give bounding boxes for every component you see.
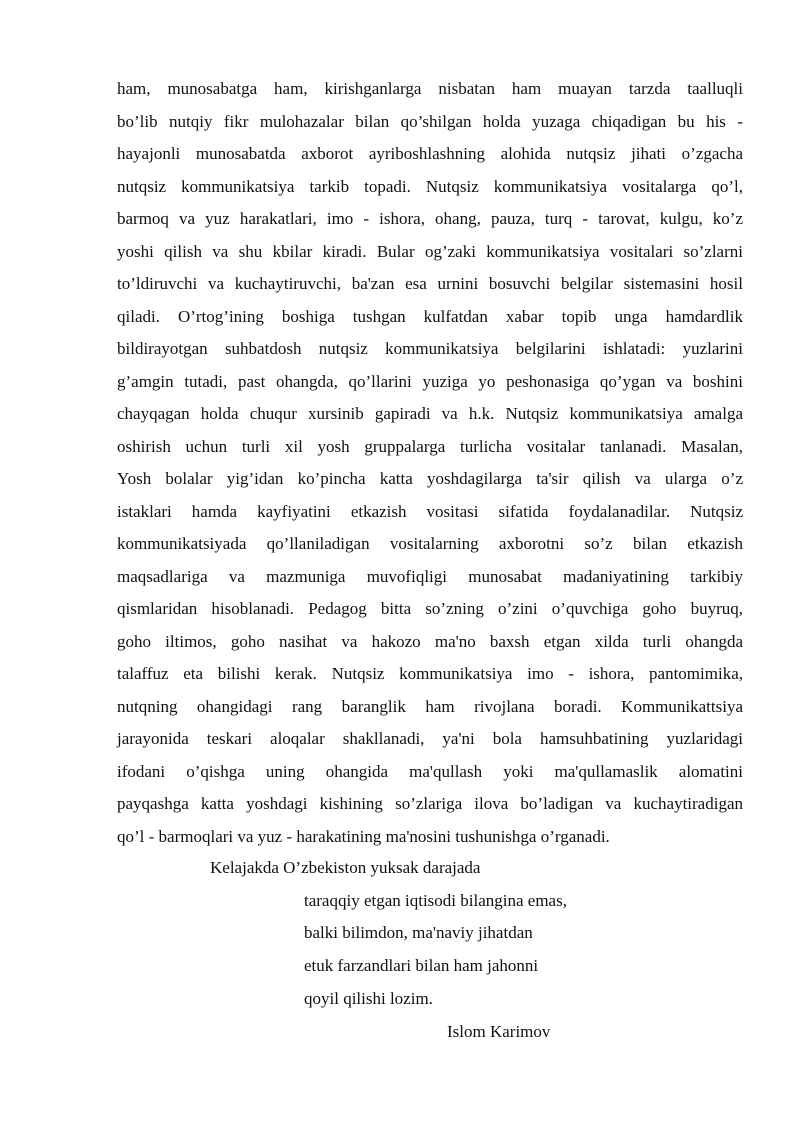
epigraph-line: etuk farzandlari bilan ham jahonni <box>304 956 539 976</box>
paragraph-line: istaklari hamda kayfiyatini etkazish vositasi sifatida foydalanadilar. Nutqsiz <box>117 501 743 521</box>
paragraph-line: oshirish uchun turli xil yosh gruppalarga turlicha vositalar tanlanadi. Masalan, <box>117 436 743 456</box>
paragraph-line: qo’l - barmoqlari va yuz - harakatining ma'nosini tushunishga o’rganadi. <box>117 826 610 846</box>
paragraph-line: nutqning ohangidagi rang baranglik ham rivojlana boradi. Kommunikattsiya <box>117 696 743 716</box>
paragraph-line: jarayonida teskari aloqalar shakllanadi, ya'ni bola hamsuhbatining yuzlaridagi <box>117 729 743 748</box>
paragraph-line: barmoq va yuz harakatlari, imo - ishora, ohang, pauza, turq - tarovat, kulgu, ko’z <box>117 209 743 228</box>
paragraph-line: to’ldiruvchi va kuchaytiruvchi, ba'zan esa urnini bosuvchi belgilar sistemasini hosil <box>117 274 743 293</box>
paragraph-line: ifodani o’qishga uning ohangida ma'qullash yoki ma'qullamaslik alomatini <box>117 761 743 781</box>
paragraph-line: nutqsiz kommunikatsiya tarkib topadi. Nutqsiz kommunikatsiya vositalarga qo’l, <box>117 176 743 196</box>
paragraph-line: bo’lib nutqiy fikr mulohazalar bilan qo’shilgan holda yuzaga chiqadigan bu his - <box>117 111 743 131</box>
paragraph-line: goho iltimos, goho nasihat va hakozo ma'no baxsh etgan xilda turli ohangda <box>117 631 743 651</box>
epigraph <box>0 852 800 1048</box>
epigraph-line: balki bilimdon, ma'naviy jihatdan <box>304 923 533 943</box>
paragraph-line: Yosh bolalar yig’idan ko’pincha katta yoshdagilarga ta'sir qilish va ularga o’z <box>117 469 743 488</box>
paragraph-line: ham, munosabatga ham, kirishganlarga nisbatan ham muayan tarzda taalluqli <box>117 79 743 98</box>
paragraph-line: yoshi qilish va shu kbilar kiradi. Bular og’zaki kommunikatsiya vositalari so’zlarni <box>117 241 743 261</box>
epigraph-line: taraqqiy etgan iqtisodi bilangina emas, <box>304 890 567 910</box>
epigraph-line: qoyil qilishi lozim. <box>304 988 433 1008</box>
paragraph-line: maqsadlariga va mazmuniga muvofiqligi munosabat madaniyatining tarkibiy <box>117 566 743 586</box>
paragraph-line: talaffuz eta bilishi kerak. Nutqsiz kommunikatsiya imo - ishora, pantomimika, <box>117 664 743 683</box>
paragraph-line: qiladi. O’rtog’ining boshiga tushgan kulfatdan xabar topib unga hamdardlik <box>117 306 743 326</box>
epigraph-line: Kelajakda O’zbekiston yuksak darajada <box>210 858 481 877</box>
paragraph-line: hayajonli munosabatda axborot ayriboshlashning alohida nutqsiz jihati o’zgacha <box>117 144 743 163</box>
paragraph-line: bildirayotgan suhbatdosh nutqsiz kommunikatsiya belgilarini ishlatadi: yuzlarini <box>117 339 743 358</box>
paragraph-line: payqashga katta yoshdagi kishining so’zlariga ilova bo’ladigan va kuchaytiradigan <box>117 794 743 813</box>
paragraph-line: g’amgin tutadi, past ohangda, qo’llarini yuziga yo peshonasiga qo’ygan va boshini <box>117 371 743 391</box>
body-paragraph <box>117 73 743 853</box>
paragraph-line: qismlaridan hisoblanadi. Pedagog bitta so’zning o’zini o’quvchiga goho buyruq, <box>117 599 743 618</box>
paragraph-line: kommunikatsiyada qo’llaniladigan vositalarning axborotni so’z bilan etkazish <box>117 534 743 553</box>
epigraph-author: Islom Karimov <box>447 1021 551 1041</box>
paragraph-line: chayqagan holda chuqur xursinib gapiradi va h.k. Nutqsiz kommunikatsiya amalga <box>117 404 743 423</box>
